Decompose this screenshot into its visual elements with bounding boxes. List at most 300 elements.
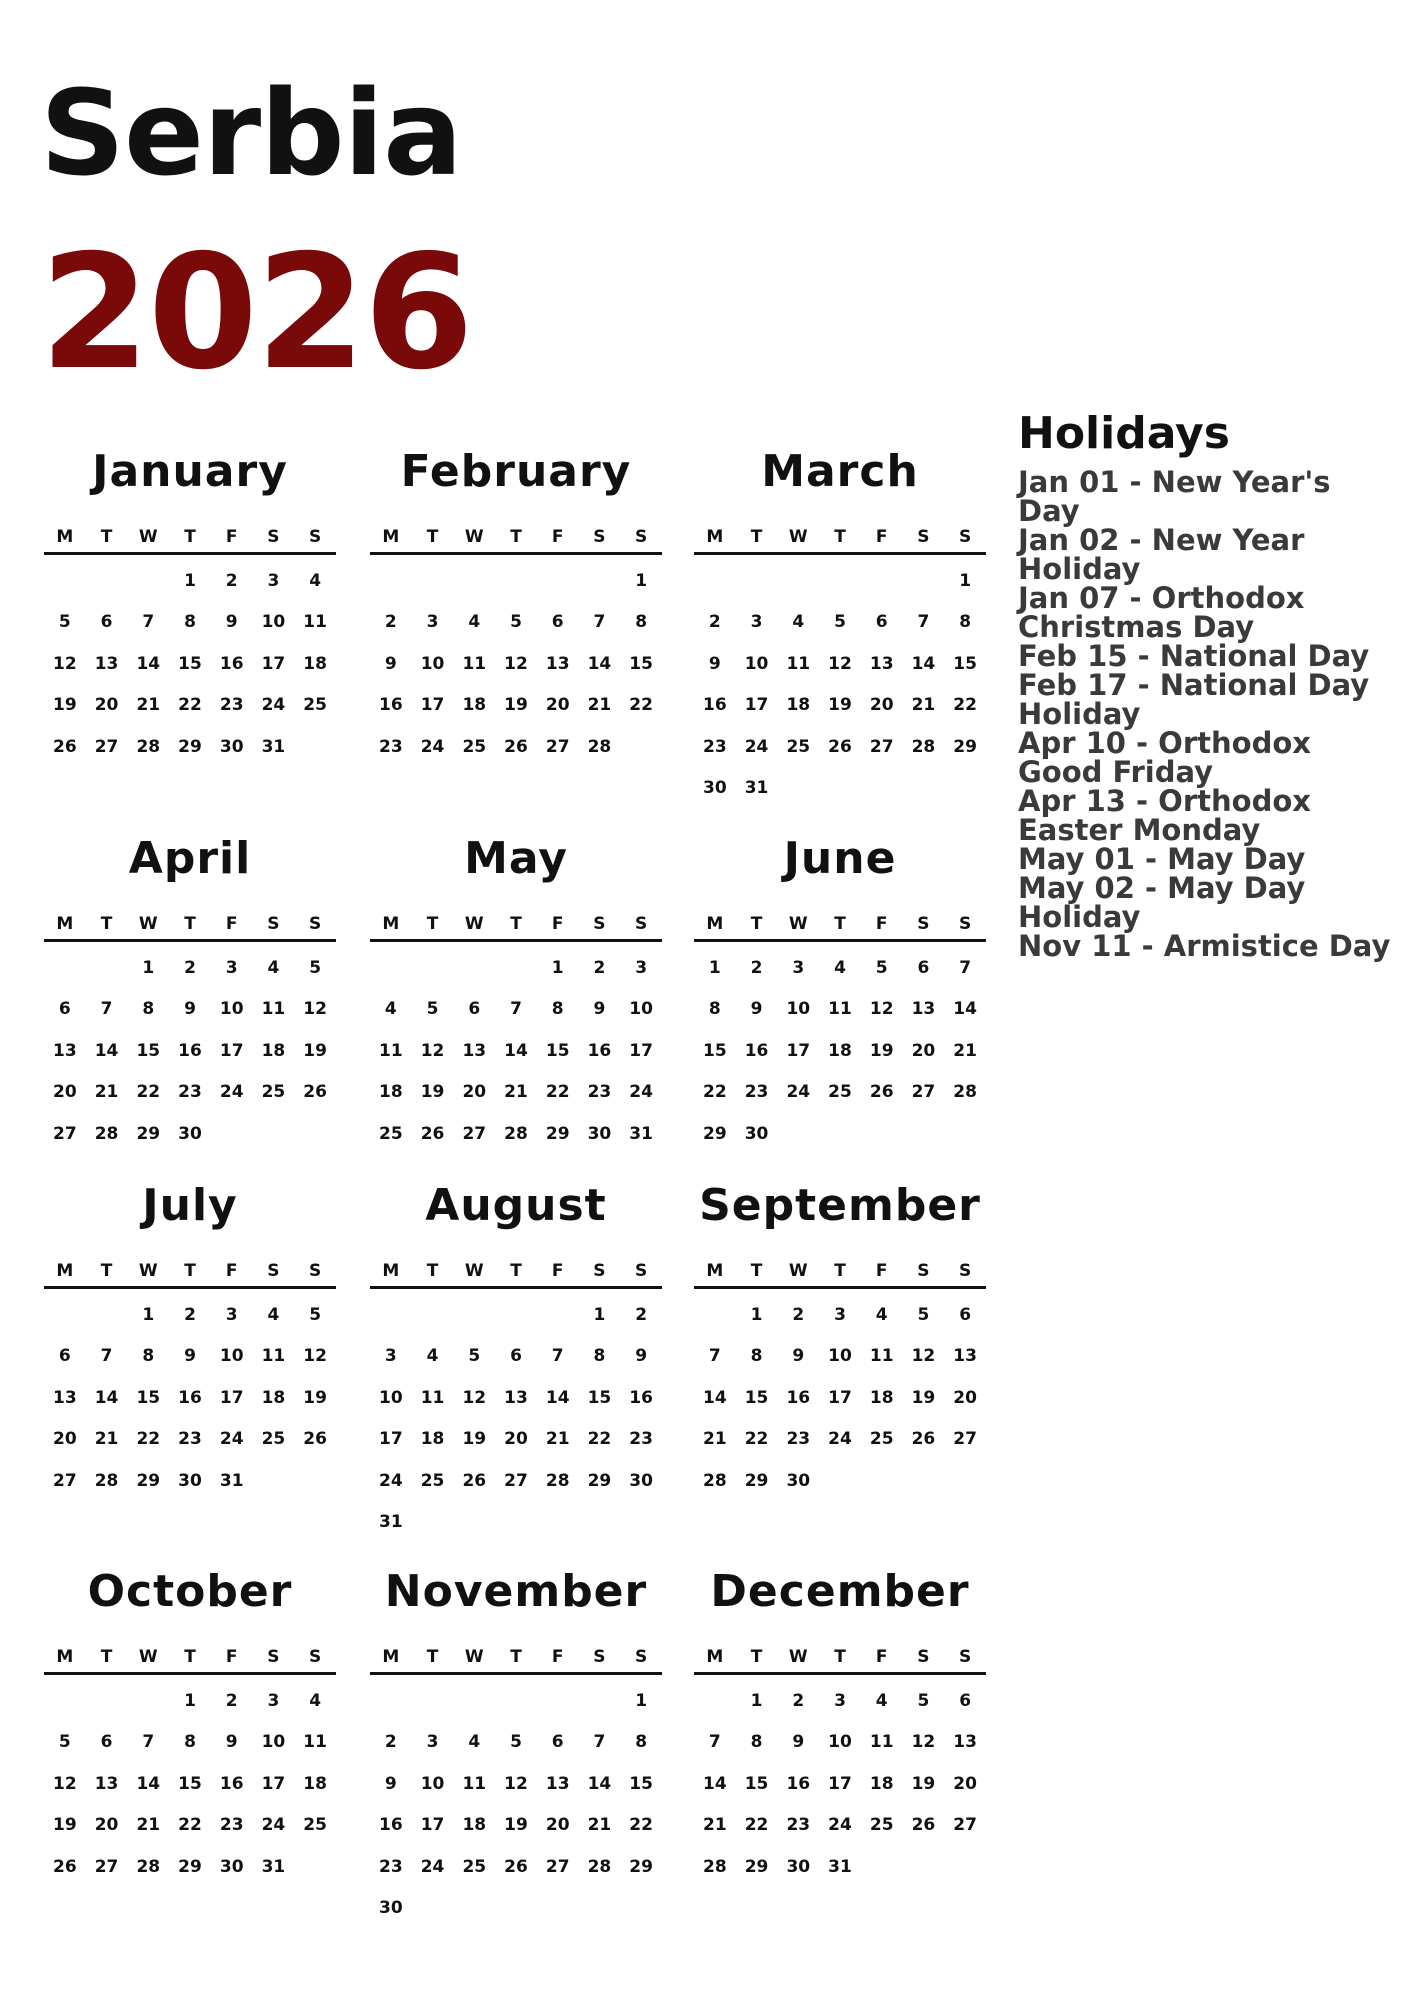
day-cell: 23 bbox=[219, 1815, 244, 1836]
weekday-header: W bbox=[464, 1647, 484, 1667]
day-cell: 16 bbox=[178, 1040, 202, 1061]
weekday-header: W bbox=[138, 1647, 158, 1667]
day-cell: 9 bbox=[593, 999, 606, 1020]
day-cell: 15 bbox=[178, 653, 202, 674]
day-cell: 4 bbox=[468, 1732, 481, 1753]
weekday-header: S bbox=[309, 1647, 322, 1667]
day-cell: 6 bbox=[959, 1304, 972, 1325]
day-cell: 29 bbox=[587, 1470, 612, 1491]
month-name: May bbox=[464, 833, 568, 884]
holiday-item: Apr 13 - Orthodox Easter Monday bbox=[1018, 784, 1311, 847]
weekday-header: M bbox=[706, 527, 724, 547]
month-february bbox=[370, 446, 662, 768]
weekday-header-row bbox=[370, 522, 662, 555]
holiday-item: Apr 10 - Orthodox Good Friday bbox=[1018, 726, 1311, 789]
day-cell: 3 bbox=[834, 1690, 846, 1711]
day-cell: 20 bbox=[545, 695, 570, 716]
day-cell: 20 bbox=[953, 1773, 977, 1794]
day-cell: 5 bbox=[426, 999, 439, 1020]
day-cell: 5 bbox=[309, 1304, 322, 1325]
day-cell: 22 bbox=[629, 695, 653, 716]
weekday-header: S bbox=[593, 527, 606, 547]
weekday-header: S bbox=[593, 1647, 606, 1667]
day-cell: 7 bbox=[142, 612, 155, 633]
day-cell: 3 bbox=[635, 957, 648, 978]
day-cell: 17 bbox=[629, 1040, 653, 1061]
day-cell: 25 bbox=[303, 1815, 327, 1836]
month-september bbox=[694, 1180, 986, 1502]
day-cell: 13 bbox=[545, 1773, 570, 1794]
holiday-item: Jan 01 - New Year's Day bbox=[1018, 465, 1331, 528]
day-cell: 31 bbox=[828, 1856, 852, 1877]
day-cell: 5 bbox=[58, 1732, 71, 1753]
day-cell: 29 bbox=[178, 736, 202, 757]
day-cell: 1 bbox=[593, 1304, 606, 1325]
weekday-header-row bbox=[694, 909, 986, 942]
day-cell: 28 bbox=[587, 736, 612, 757]
day-cell: 20 bbox=[869, 695, 894, 716]
holiday-item: Jan 02 - New Year Holiday bbox=[1018, 523, 1305, 586]
weekday-header: W bbox=[138, 527, 158, 547]
day-cell: 7 bbox=[593, 1732, 606, 1753]
day-grid bbox=[694, 1680, 986, 1888]
day-cell: 19 bbox=[303, 1387, 327, 1408]
day-cell: 26 bbox=[504, 1856, 528, 1877]
day-cell: 11 bbox=[379, 1040, 403, 1061]
weekday-header-row bbox=[370, 1256, 662, 1289]
weekday-header: S bbox=[309, 527, 322, 547]
weekday-header: T bbox=[426, 527, 439, 547]
day-cell: 22 bbox=[136, 1429, 161, 1450]
weekday-header: T bbox=[100, 527, 113, 547]
day-cell: 3 bbox=[834, 1304, 846, 1325]
day-cell: 4 bbox=[309, 1690, 322, 1711]
weekday-header: S bbox=[635, 527, 648, 547]
weekday-header-row bbox=[44, 522, 336, 555]
weekday-header: S bbox=[635, 1261, 648, 1281]
day-cell: 23 bbox=[703, 736, 727, 757]
holiday-list bbox=[1018, 465, 1398, 963]
day-cell: 24 bbox=[786, 1082, 811, 1103]
day-cell: 18 bbox=[869, 1387, 894, 1408]
day-cell: 23 bbox=[786, 1429, 811, 1450]
day-cell: 23 bbox=[379, 736, 403, 757]
day-cell: 5 bbox=[510, 612, 522, 633]
day-cell: 15 bbox=[744, 1387, 769, 1408]
day-cell: 29 bbox=[629, 1856, 653, 1877]
weekday-header: S bbox=[959, 914, 972, 934]
day-cell: 12 bbox=[828, 653, 852, 674]
day-cell: 27 bbox=[545, 1856, 570, 1877]
day-cell: 13 bbox=[53, 1387, 77, 1408]
day-cell: 1 bbox=[635, 1690, 648, 1711]
day-cell: 2 bbox=[225, 1690, 238, 1711]
day-cell: 9 bbox=[184, 999, 196, 1020]
day-cell: 16 bbox=[703, 695, 727, 716]
day-cell: 10 bbox=[219, 999, 244, 1020]
day-cell: 6 bbox=[100, 612, 113, 633]
day-cell: 6 bbox=[551, 612, 564, 633]
month-april bbox=[44, 833, 336, 1155]
weekday-header: S bbox=[959, 1647, 972, 1667]
weekday-header: S bbox=[593, 1261, 606, 1281]
weekday-header-row bbox=[694, 1642, 986, 1675]
day-grid bbox=[44, 560, 336, 768]
day-cell: 26 bbox=[462, 1470, 487, 1491]
day-cell: 4 bbox=[792, 612, 805, 633]
day-cell: 6 bbox=[58, 1346, 71, 1367]
day-cell: 17 bbox=[828, 1773, 852, 1794]
day-cell: 13 bbox=[911, 999, 936, 1020]
day-cell: 13 bbox=[94, 1773, 119, 1794]
weekday-header: W bbox=[464, 527, 484, 547]
day-cell: 20 bbox=[462, 1082, 487, 1103]
day-cell: 30 bbox=[629, 1470, 653, 1491]
month-name: January bbox=[92, 446, 288, 497]
day-cell: 13 bbox=[504, 1387, 528, 1408]
day-cell: 27 bbox=[545, 736, 570, 757]
weekday-header: M bbox=[382, 1261, 400, 1281]
day-cell: 12 bbox=[303, 999, 327, 1020]
day-cell: 18 bbox=[828, 1040, 852, 1061]
day-cell: 9 bbox=[635, 1346, 648, 1367]
day-cell: 18 bbox=[462, 695, 487, 716]
day-cell: 28 bbox=[94, 1470, 119, 1491]
weekday-header: M bbox=[56, 527, 74, 547]
day-cell: 6 bbox=[100, 1732, 113, 1753]
day-cell: 16 bbox=[379, 695, 403, 716]
day-cell: 7 bbox=[959, 957, 972, 978]
weekday-header: W bbox=[788, 1261, 808, 1281]
day-cell: 24 bbox=[261, 1815, 286, 1836]
weekday-header: F bbox=[875, 914, 888, 934]
day-cell: 25 bbox=[869, 1429, 894, 1450]
day-cell: 1 bbox=[184, 570, 196, 591]
weekday-header: S bbox=[309, 1261, 322, 1281]
day-cell: 26 bbox=[303, 1429, 327, 1450]
day-cell: 14 bbox=[953, 999, 977, 1020]
day-cell: 4 bbox=[468, 612, 481, 633]
weekday-header: T bbox=[834, 527, 846, 547]
day-cell: 25 bbox=[261, 1082, 286, 1103]
weekday-header: W bbox=[464, 1261, 484, 1281]
weekday-header: F bbox=[225, 1261, 238, 1281]
day-cell: 12 bbox=[303, 1346, 327, 1367]
day-cell: 15 bbox=[587, 1387, 612, 1408]
day-cell: 24 bbox=[629, 1082, 653, 1103]
day-cell: 7 bbox=[510, 999, 522, 1020]
day-cell: 29 bbox=[136, 1123, 161, 1144]
day-cell: 23 bbox=[587, 1082, 612, 1103]
day-cell: 21 bbox=[136, 1815, 161, 1836]
day-cell: 23 bbox=[786, 1815, 811, 1836]
day-cell: 16 bbox=[786, 1773, 811, 1794]
day-cell: 27 bbox=[94, 1856, 119, 1877]
day-cell: 14 bbox=[94, 1387, 119, 1408]
day-cell: 9 bbox=[708, 653, 721, 674]
day-cell: 23 bbox=[178, 1429, 202, 1450]
day-cell: 31 bbox=[219, 1470, 244, 1491]
month-name: February bbox=[400, 446, 632, 497]
month-name: March bbox=[761, 446, 919, 497]
day-cell: 21 bbox=[911, 695, 936, 716]
weekday-header: M bbox=[706, 1647, 724, 1667]
day-cell: 22 bbox=[703, 1082, 727, 1103]
day-cell: 8 bbox=[184, 1732, 196, 1753]
day-cell: 24 bbox=[744, 736, 769, 757]
day-cell: 24 bbox=[828, 1815, 852, 1836]
month-november bbox=[370, 1566, 662, 1929]
holidays-panel bbox=[1018, 408, 1398, 963]
weekday-header: S bbox=[267, 527, 280, 547]
month-march bbox=[694, 446, 986, 809]
weekday-header: W bbox=[788, 914, 808, 934]
day-cell: 18 bbox=[420, 1429, 445, 1450]
day-cell: 9 bbox=[384, 653, 397, 674]
weekday-header-row bbox=[694, 522, 986, 555]
day-cell: 30 bbox=[219, 736, 244, 757]
day-cell: 17 bbox=[219, 1387, 244, 1408]
day-cell: 27 bbox=[953, 1815, 977, 1836]
day-cell: 7 bbox=[708, 1346, 721, 1367]
day-cell: 25 bbox=[869, 1815, 894, 1836]
day-cell: 28 bbox=[136, 1856, 161, 1877]
holiday-item: Feb 15 - National Day bbox=[1018, 639, 1370, 673]
day-cell: 19 bbox=[303, 1040, 327, 1061]
day-cell: 27 bbox=[953, 1429, 977, 1450]
day-cell: 25 bbox=[420, 1470, 445, 1491]
day-cell: 26 bbox=[911, 1815, 936, 1836]
day-cell: 7 bbox=[708, 1732, 721, 1753]
day-cell: 8 bbox=[184, 612, 196, 633]
weekday-header: T bbox=[184, 1647, 196, 1667]
day-cell: 15 bbox=[136, 1387, 161, 1408]
day-cell: 6 bbox=[551, 1732, 564, 1753]
day-cell: 24 bbox=[420, 736, 445, 757]
weekday-header: T bbox=[100, 1647, 113, 1667]
day-cell: 28 bbox=[703, 1856, 727, 1877]
day-cell: 28 bbox=[545, 1470, 570, 1491]
day-cell: 16 bbox=[219, 653, 244, 674]
day-cell: 19 bbox=[462, 1429, 487, 1450]
day-cell: 1 bbox=[184, 1690, 196, 1711]
holidays-title: Holidays bbox=[1018, 408, 1230, 459]
weekday-header-row bbox=[44, 1642, 336, 1675]
day-cell: 11 bbox=[261, 1346, 286, 1367]
month-name: September bbox=[699, 1180, 981, 1231]
day-cell: 5 bbox=[834, 612, 846, 633]
month-name: August bbox=[425, 1180, 607, 1231]
weekday-header: T bbox=[834, 1261, 846, 1281]
day-cell: 26 bbox=[504, 736, 528, 757]
weekday-header: T bbox=[100, 1261, 113, 1281]
day-cell: 26 bbox=[911, 1429, 936, 1450]
day-cell: 1 bbox=[750, 1304, 763, 1325]
day-cell: 10 bbox=[828, 1346, 852, 1367]
day-cell: 13 bbox=[545, 653, 570, 674]
day-cell: 22 bbox=[587, 1429, 612, 1450]
day-cell: 14 bbox=[504, 1040, 528, 1061]
day-cell: 5 bbox=[917, 1690, 930, 1711]
day-cell: 25 bbox=[462, 736, 487, 757]
day-cell: 20 bbox=[911, 1040, 936, 1061]
day-cell: 12 bbox=[911, 1732, 936, 1753]
day-cell: 17 bbox=[786, 1040, 811, 1061]
day-cell: 8 bbox=[635, 612, 648, 633]
weekday-header-row bbox=[370, 1642, 662, 1675]
day-cell: 8 bbox=[142, 999, 155, 1020]
day-cell: 21 bbox=[94, 1082, 119, 1103]
holiday-item: May 01 - May Day bbox=[1018, 842, 1306, 876]
day-cell: 18 bbox=[303, 653, 327, 674]
day-cell: 1 bbox=[551, 957, 564, 978]
day-cell: 10 bbox=[261, 612, 286, 633]
day-cell: 20 bbox=[953, 1387, 977, 1408]
day-cell: 16 bbox=[178, 1387, 202, 1408]
day-cell: 5 bbox=[917, 1304, 930, 1325]
weekday-header: F bbox=[875, 1647, 888, 1667]
day-cell: 30 bbox=[744, 1123, 769, 1144]
day-cell: 31 bbox=[261, 736, 286, 757]
day-grid bbox=[694, 947, 986, 1155]
month-july bbox=[44, 1180, 336, 1502]
day-cell: 3 bbox=[384, 1346, 397, 1367]
weekday-header: S bbox=[959, 1261, 972, 1281]
day-cell: 2 bbox=[225, 570, 238, 591]
weekday-header: M bbox=[382, 527, 400, 547]
day-cell: 13 bbox=[94, 653, 119, 674]
weekday-header: F bbox=[551, 914, 564, 934]
day-cell: 8 bbox=[750, 1346, 763, 1367]
day-cell: 24 bbox=[219, 1082, 244, 1103]
day-cell: 4 bbox=[384, 999, 397, 1020]
day-cell: 11 bbox=[462, 1773, 487, 1794]
weekday-header: W bbox=[464, 914, 484, 934]
day-cell: 31 bbox=[261, 1856, 286, 1877]
day-cell: 21 bbox=[545, 1429, 570, 1450]
day-cell: 16 bbox=[744, 1040, 769, 1061]
month-name: April bbox=[128, 833, 252, 884]
day-cell: 12 bbox=[420, 1040, 445, 1061]
day-cell: 26 bbox=[420, 1123, 445, 1144]
weekday-header: T bbox=[184, 527, 196, 547]
day-cell: 4 bbox=[834, 957, 846, 978]
weekday-header: S bbox=[917, 527, 930, 547]
day-cell: 30 bbox=[786, 1856, 811, 1877]
day-cell: 6 bbox=[58, 999, 71, 1020]
day-cell: 23 bbox=[744, 1082, 769, 1103]
weekday-header: F bbox=[225, 914, 238, 934]
day-cell: 18 bbox=[869, 1773, 894, 1794]
weekday-header: T bbox=[750, 1261, 763, 1281]
day-cell: 8 bbox=[959, 612, 972, 633]
weekday-header: T bbox=[750, 527, 763, 547]
day-cell: 27 bbox=[504, 1470, 528, 1491]
day-cell: 25 bbox=[828, 1082, 852, 1103]
day-cell: 7 bbox=[100, 1346, 113, 1367]
day-cell: 12 bbox=[53, 653, 77, 674]
day-cell: 14 bbox=[587, 653, 612, 674]
day-cell: 23 bbox=[629, 1429, 653, 1450]
day-cell: 12 bbox=[462, 1387, 487, 1408]
day-cell: 27 bbox=[94, 736, 119, 757]
day-cell: 20 bbox=[53, 1082, 77, 1103]
day-cell: 19 bbox=[911, 1387, 936, 1408]
day-cell: 28 bbox=[587, 1856, 612, 1877]
day-cell: 18 bbox=[379, 1082, 403, 1103]
day-cell: 13 bbox=[462, 1040, 487, 1061]
day-cell: 19 bbox=[53, 1815, 77, 1836]
day-cell: 10 bbox=[379, 1387, 403, 1408]
day-cell: 15 bbox=[629, 1773, 653, 1794]
day-cell: 22 bbox=[136, 1082, 161, 1103]
day-cell: 10 bbox=[629, 999, 653, 1020]
weekday-header: M bbox=[56, 914, 74, 934]
day-grid bbox=[44, 1680, 336, 1888]
day-cell: 24 bbox=[828, 1429, 852, 1450]
weekday-header: F bbox=[875, 1261, 888, 1281]
day-cell: 30 bbox=[703, 778, 727, 799]
day-cell: 10 bbox=[420, 653, 445, 674]
day-cell: 19 bbox=[828, 695, 852, 716]
day-cell: 17 bbox=[828, 1387, 852, 1408]
day-cell: 3 bbox=[792, 957, 805, 978]
weekday-header: T bbox=[184, 1261, 196, 1281]
day-cell: 17 bbox=[219, 1040, 244, 1061]
day-cell: 18 bbox=[786, 695, 811, 716]
holiday-item: May 02 - May Day Holiday bbox=[1018, 871, 1306, 934]
day-cell: 29 bbox=[744, 1470, 769, 1491]
weekday-header: S bbox=[917, 1647, 930, 1667]
day-cell: 5 bbox=[58, 612, 71, 633]
day-cell: 8 bbox=[635, 1732, 648, 1753]
month-august bbox=[370, 1180, 662, 1543]
weekday-header: T bbox=[184, 914, 196, 934]
day-grid bbox=[44, 1294, 336, 1502]
day-cell: 16 bbox=[587, 1040, 612, 1061]
day-cell: 9 bbox=[792, 1732, 805, 1753]
weekday-header: S bbox=[635, 1647, 648, 1667]
weekday-header-row bbox=[44, 1256, 336, 1289]
day-cell: 9 bbox=[384, 1773, 397, 1794]
day-cell: 8 bbox=[142, 1346, 155, 1367]
weekday-header-row bbox=[370, 909, 662, 942]
day-cell: 19 bbox=[911, 1773, 936, 1794]
holiday-item: Nov 11 - Armistice Day bbox=[1018, 929, 1391, 963]
day-cell: 31 bbox=[379, 1512, 403, 1533]
weekday-header: F bbox=[551, 1647, 564, 1667]
day-cell: 19 bbox=[504, 695, 528, 716]
weekday-header: F bbox=[225, 527, 238, 547]
day-cell: 19 bbox=[420, 1082, 445, 1103]
day-cell: 28 bbox=[94, 1123, 119, 1144]
day-cell: 1 bbox=[750, 1690, 763, 1711]
day-cell: 16 bbox=[219, 1773, 244, 1794]
day-cell: 23 bbox=[379, 1856, 403, 1877]
weekday-header: S bbox=[267, 914, 280, 934]
weekday-header: M bbox=[382, 1647, 400, 1667]
day-grid bbox=[694, 1294, 986, 1502]
day-cell: 24 bbox=[379, 1470, 403, 1491]
day-cell: 9 bbox=[184, 1346, 196, 1367]
day-cell: 9 bbox=[750, 999, 763, 1020]
day-cell: 29 bbox=[545, 1123, 570, 1144]
day-cell: 4 bbox=[309, 570, 322, 591]
day-cell: 13 bbox=[869, 653, 894, 674]
day-cell: 31 bbox=[744, 778, 769, 799]
weekday-header: F bbox=[875, 527, 888, 547]
day-cell: 2 bbox=[384, 1732, 397, 1753]
